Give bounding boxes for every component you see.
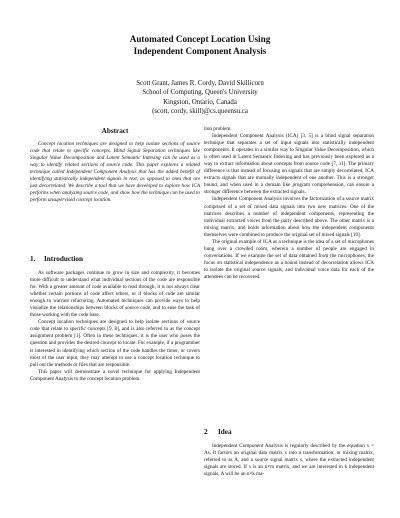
affiliation: School of Computing, Queen's University [142, 89, 258, 97]
paragraph: Independent Component Analysis (ICA) [3, 5] is a blind signal separation technique that separates a set of input signals into statistically independent components. It operates in a similar way to Singular Value Decomposition, which is often used in Latent Semantic Indexing and has previously been explored as a way to extract information about concepts from source code [7, 11]. The primary difference is that instead of focusing on signals that are simply decorrelated, ICA extracts signals that are mutually independent of one another. This is a stronger bound, and when used in a domain like program comprehension, can ensure a stronger difference between the extracted signals. [204, 133, 374, 196]
paragraph: The original example of ICA as a technique is the idea of a set of microphones hung over a crowded room, wherein a number of people are engaged in conversations. If we examine the set of data obtained from the microphones, the focus on statistical independence as a bound instead of decorrelation allows ICA to isolate the original source signals, and individual voice data for each of the attendees can be recovered. [204, 238, 374, 280]
abstract-section [30, 127, 200, 204]
section-number: 2 [204, 428, 208, 436]
emails: (scott, cordy, skill)@cs.queensu.ca [152, 107, 248, 115]
paragraph: Independent Component Analysis involves the factorization of a source matrix comprised of a set of mixed data signals into two new matrices. One of the matrices describes a number of independent components, representing the individual extracted voices from the party described above. The other matrix is a mixing matrix, and holds information about how the independent components themselves were combined to produce the original set of mixed signals [10]. [204, 196, 374, 238]
paragraph: tion problem. [204, 126, 232, 132]
right-column-body [204, 126, 374, 281]
abstract-heading: Abstract [101, 127, 129, 135]
paragraph: Independent Component Analysis is regularly described by the equation x = As. It factors an original data matrix x into a transformation, or mixing matrix, referred to as A, and a source signal matrix s, where the extracted independent signals are stored. If x is an n×m matrix, and we are interested in k independent signals, A will be an n×k ma- [204, 443, 374, 478]
title-line-2: Independent Component Analysis [133, 46, 267, 56]
paragraph: This paper will demonstrate a novel technique for applying Independent Component Analysis to the concept location problem. [30, 368, 200, 382]
paragraph: Concept location techniques are designed to help isolate sections of source code that relate to specific concepts [9, 8], and is also referred to as the concept assignment problem [1]. Often in these techniques, it is the user who poses the question and provides the desired concept to locate. For example, if a programmer is interested in identifying which section of the code handles the timer, or covers most of the user input, they may attempt to use a concept location technique to pull out the methods or files that are responsible. [30, 319, 200, 368]
section-title: Idea [218, 428, 232, 436]
paragraph: As software packages continue to grow in size and complexity, it becomes more difficult to understand what individual sections of the code are responsible for. With a greater amount of code available to read through, it is not always clear whether certain portions of code affect others, or if blocks of code are similar enough to warrant refactoring. Automated techniques can provide ways to help visualize the relationships between blocks of source code, and to ease the task of those working with the code base. [30, 270, 200, 319]
authors: Scott Grant, James R. Cordy, David Skillicorn [136, 80, 264, 87]
introduction-heading [30, 255, 200, 264]
section-number: 1. [30, 255, 36, 263]
abstract-text: Concept location techniques are designed to help isolate sections of source code that relate to specific concepts. Blind Signal Separation techniques like Singular Value Decomposition and Latent Semantic Indexing can be used as a way to identify related sections of source code. This paper explores a related technique called Independent Component Analysis that has the added benefit of identifying statistically independent signals in text, as opposed to ones that are just decorrelated. We describe a tool that we have developed to explore how ICA performs when analyzing source code, and show how the technique can be used to perform unsupervised concept location. [30, 141, 200, 204]
paper-title [40, 33, 360, 57]
introduction-section [30, 255, 200, 383]
idea-section [204, 428, 374, 478]
location: Kingston, Ontario, Canada [163, 98, 237, 106]
section-title: Introduction [44, 255, 84, 263]
title-line-1: Automated Concept Location Using [129, 34, 271, 44]
author-block [40, 79, 360, 116]
idea-heading [204, 428, 374, 437]
